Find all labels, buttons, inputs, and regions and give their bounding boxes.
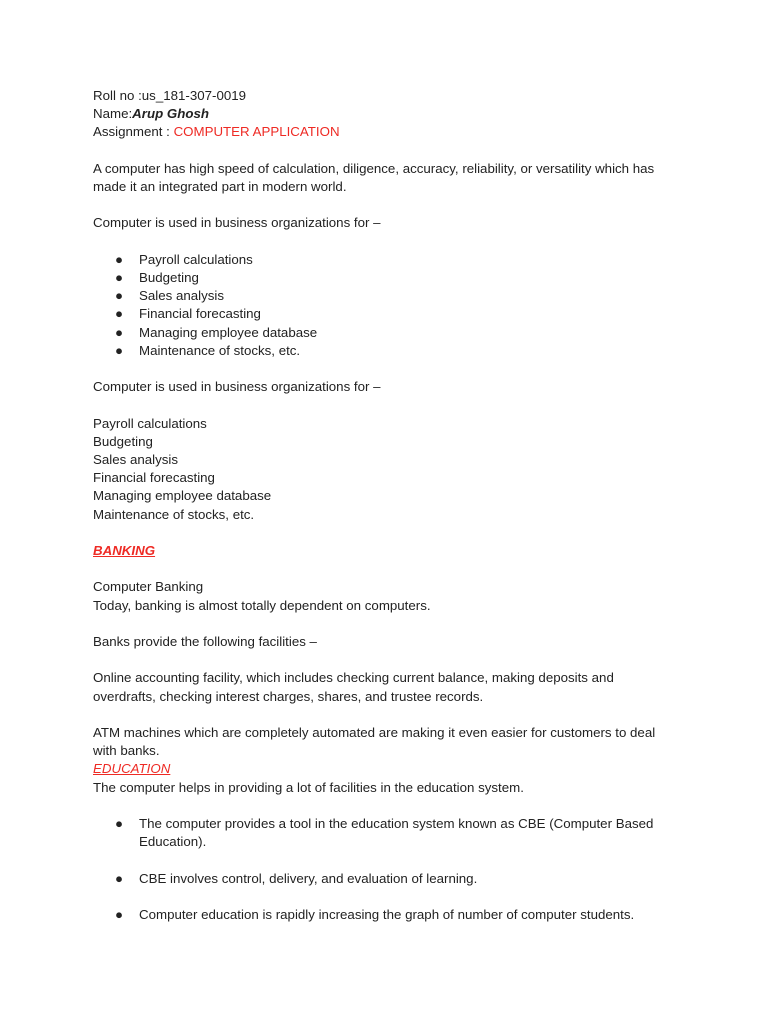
- education-heading: EDUCATION: [93, 761, 171, 777]
- banking-line: Today, banking is almost totally dependent on computers.: [93, 597, 431, 613]
- spacer: [93, 797, 678, 815]
- bullet-icon: ●: [115, 906, 124, 922]
- list-item: [93, 906, 678, 924]
- spacer: [93, 233, 678, 251]
- list-item-text: The computer provides a tool in the education system known as CBE (Computer Based Education).: [139, 815, 654, 850]
- business-heading-repeat: Computer is used in business organizations for –: [93, 379, 381, 395]
- bullet-icon: ●: [115, 306, 124, 322]
- list-item-text: Financial forecasting: [139, 306, 261, 322]
- list-item: [93, 251, 678, 269]
- spacer: [93, 396, 678, 414]
- roll-number-label: Roll no :: [93, 88, 142, 103]
- list-item-text: Maintenance of stocks, etc.: [139, 342, 301, 358]
- list-item: [93, 815, 678, 851]
- spacer: [93, 615, 678, 633]
- banking-online-paragraph: Online accounting facility, which includes checking current balance, making deposits and overdrafts, checking interest charges, shares, and trustee records.: [93, 670, 614, 704]
- plain-list-item: Payroll calculations: [93, 415, 207, 431]
- intro-paragraph: A computer has high speed of calculation, diligence, accuracy, reliability, or versatility which has made it an integrated part in modern world.: [93, 160, 655, 194]
- list-item: [93, 324, 678, 342]
- plain-list-item: Sales analysis: [93, 451, 178, 467]
- banking-facilities-intro: Banks provide the following facilities –: [93, 633, 317, 649]
- bullet-icon: ●: [115, 870, 124, 886]
- list-item-text: Managing employee database: [139, 324, 318, 340]
- spacer: [93, 360, 678, 378]
- bullet-icon: ●: [115, 342, 124, 358]
- name-line: [93, 105, 678, 123]
- assignment-line: [93, 123, 678, 141]
- roll-number-value: us_181-307-0019: [141, 88, 247, 103]
- list-item: [93, 305, 678, 323]
- name-label: Name:: [93, 106, 133, 122]
- list-item-text: CBE involves control, delivery, and evaluation of learning.: [139, 870, 478, 886]
- bullet-icon: ●: [115, 269, 124, 285]
- list-item-text: Sales analysis: [139, 288, 224, 304]
- list-item-text: Computer education is rapidly increasing the graph of number of computer students.: [139, 906, 635, 922]
- bullet-icon: ●: [115, 815, 124, 831]
- list-item-text: Payroll calculations: [139, 251, 253, 267]
- education-intro: The computer helps in providing a lot of facilities in the education system.: [93, 779, 524, 795]
- spacer: [93, 196, 678, 214]
- list-item: [93, 342, 678, 360]
- plain-list-item: Managing employee database: [93, 488, 272, 504]
- bullet-icon: ●: [115, 324, 124, 340]
- bullet-icon: ●: [115, 288, 124, 304]
- name-value: Arup Ghosh: [132, 106, 209, 122]
- list-item-text: Budgeting: [139, 269, 199, 285]
- plain-list-item: Maintenance of stocks, etc.: [93, 506, 255, 522]
- banking-atm-paragraph: ATM machines which are completely automated are making it even easier for customers to deal with banks.: [93, 724, 656, 759]
- bullet-icon: ●: [115, 251, 124, 267]
- spacer: [93, 651, 678, 669]
- plain-list-item: Financial forecasting: [93, 470, 215, 486]
- banking-heading: BANKING: [93, 542, 156, 558]
- list-item: [93, 269, 678, 287]
- spacer: [93, 706, 678, 724]
- business-heading: Computer is used in business organizations for –: [93, 215, 381, 231]
- assignment-value: COMPUTER APPLICATION: [173, 124, 340, 140]
- list-item: [93, 870, 678, 888]
- list-item: [93, 287, 678, 305]
- spacer: [93, 560, 678, 578]
- education-bullet-list: [93, 815, 678, 924]
- spacer: [93, 142, 678, 160]
- spacer: [93, 524, 678, 542]
- roll-number-line: [93, 87, 678, 105]
- business-bullet-list: [93, 251, 678, 360]
- plain-list-item: Budgeting: [93, 433, 153, 449]
- assignment-label: Assignment :: [93, 124, 174, 140]
- banking-subheading: Computer Banking: [93, 579, 204, 595]
